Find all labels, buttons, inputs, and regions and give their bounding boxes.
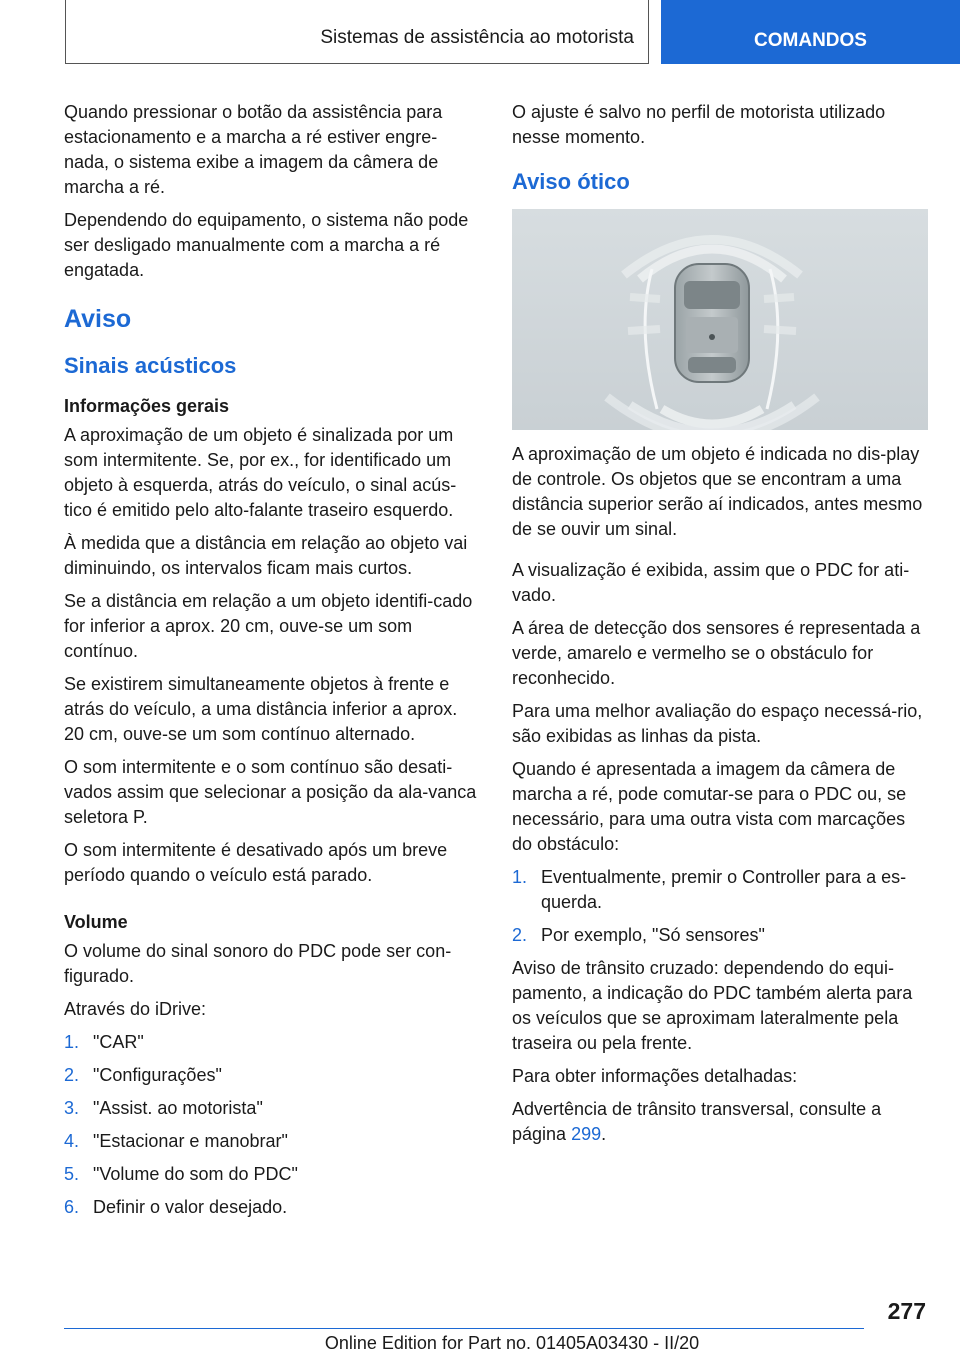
paragraph: Se a distância em relação a um objeto identifi-cado for inferior a aprox. 20 cm, ouve-se um som contínuo. <box>64 591 473 661</box>
paragraph <box>512 1097 928 1147</box>
car-sensor-arcs-image <box>512 209 928 430</box>
paragraph: Dependendo do equipamento, o sistema não pode ser desligado manualmente com a marcha a ré engatada. <box>64 210 469 280</box>
right-column <box>512 100 928 1155</box>
paragraph: A área de detecção dos sensores é representada a verde, amarelo e vermelho se o obstáculo for reconhecido. <box>512 618 921 688</box>
step-number: 4. <box>64 1131 80 1151</box>
header-section-title: Sistemas de assistência ao motorista <box>320 27 634 48</box>
paragraph: À medida que a distância em relação ao objeto vai diminuindo, os intervalos ficam mais curtos. <box>64 533 468 578</box>
step-text: "Assist. ao motorista" <box>93 1098 263 1118</box>
paragraph: Se existirem simultaneamente objetos à frente e atrás do veículo, a uma distância inferior a aprox. 20 cm, ouve-se um som contínuo alternado. <box>64 674 458 744</box>
paragraph: Para obter informações detalhadas: <box>512 1066 798 1086</box>
list-item <box>64 1129 480 1154</box>
left-column <box>64 100 480 1228</box>
page-reference-link[interactable]: 299 <box>571 1124 602 1144</box>
heading-sinais-acusticos: Sinais acústicos <box>64 353 237 378</box>
step-text: Eventualmente, premir o Controller para a es-querda. <box>541 867 907 912</box>
list-item <box>512 865 928 915</box>
paragraph: Para uma melhor avaliação do espaço necessá-rio, são exibidas as linhas da pista. <box>512 701 923 746</box>
step-number: 2. <box>512 925 528 945</box>
list-item <box>64 1162 480 1187</box>
step-number: 1. <box>64 1032 80 1052</box>
step-number: 3. <box>64 1098 80 1118</box>
header-section-tab <box>65 0 649 64</box>
heading-volume: Volume <box>64 912 128 932</box>
idrive-steps-list <box>64 1030 480 1220</box>
pdc-view-steps-list <box>512 865 928 948</box>
heading-aviso: Aviso <box>64 305 132 333</box>
step-text: "CAR" <box>93 1032 144 1052</box>
step-number: 1. <box>512 867 528 887</box>
paragraph: Através do iDrive: <box>64 999 207 1019</box>
step-number: 6. <box>64 1197 80 1217</box>
heading-informacoes-gerais: Informações gerais <box>64 396 230 416</box>
paragraph: O volume do sinal sonoro do PDC pode ser con-figurado. <box>64 941 452 986</box>
reference-page-label: página <box>512 1124 567 1144</box>
paragraph: A aproximação de um objeto é sinalizada por um som intermitente. Se, por ex., for identificado um objeto à esquerda, atrás do veículo, o sinal acús-tico é emitido pelo alto-falante traseiro esquerdo. <box>64 425 457 520</box>
list-item <box>512 923 928 948</box>
paragraph: A visualização é exibida, assim que o PDC for ati-vado. <box>512 560 910 605</box>
step-text: Por exemplo, "Só sensores" <box>541 925 765 945</box>
list-item <box>64 1195 480 1220</box>
paragraph: Quando pressionar o botão da assistência para estacionamento e a marcha a ré estiver engre-nada, o sistema exibe a imagem da câmera de marcha a ré. <box>64 102 443 197</box>
page-number: 277 <box>887 1298 926 1324</box>
paragraph: Quando é apresentada a imagem da câmera de marcha a ré, pode comutar-se para o PDC ou, se necessário, para uma outra vista com marcações do obstáculo: <box>512 759 907 854</box>
paragraph: O som intermitente e o som contínuo são desati-vados assim que selecionar a posição da ala-vanca seletora P. <box>64 757 477 827</box>
header-chapter-tab[interactable]: COMANDOS <box>661 0 960 64</box>
paragraph: O ajuste é salvo no perfil de motorista utilizado nesse momento. <box>512 102 886 147</box>
pdc-display-illustration <box>512 209 928 430</box>
heading-aviso-otico: Aviso ótico <box>512 169 630 194</box>
paragraph: O som intermitente é desativado após um breve período quando o veículo está parado. <box>64 840 448 885</box>
reference-text: Advertência de trânsito transversal, consulte a <box>512 1099 882 1119</box>
footer-edition: Online Edition for Part no. 01405A03430 - II/20 <box>324 1333 700 1353</box>
step-text: Definir o valor desejado. <box>93 1197 288 1217</box>
step-text: "Configurações" <box>93 1065 222 1085</box>
paragraph: A aproximação de um objeto é indicada no dis-play de controle. Os objetos que se encontram a uma distância superior serão aí indicados, antes mesmo de se ouvir um sinal. <box>512 444 923 539</box>
paragraph: Aviso de trânsito cruzado: dependendo do equi-pamento, a indicação do PDC também alerta para os veículos que se aproximam lateralmente pela traseira ou pela frente. <box>512 958 913 1053</box>
step-number: 2. <box>64 1065 80 1085</box>
list-item <box>64 1030 480 1055</box>
list-item <box>64 1096 480 1121</box>
reference-end: . <box>601 1124 607 1144</box>
step-text: "Volume do som do PDC" <box>93 1164 298 1184</box>
step-text: "Estacionar e manobrar" <box>93 1131 288 1151</box>
step-number: 5. <box>64 1164 80 1184</box>
list-item <box>64 1063 480 1088</box>
footer-divider <box>64 1328 864 1329</box>
